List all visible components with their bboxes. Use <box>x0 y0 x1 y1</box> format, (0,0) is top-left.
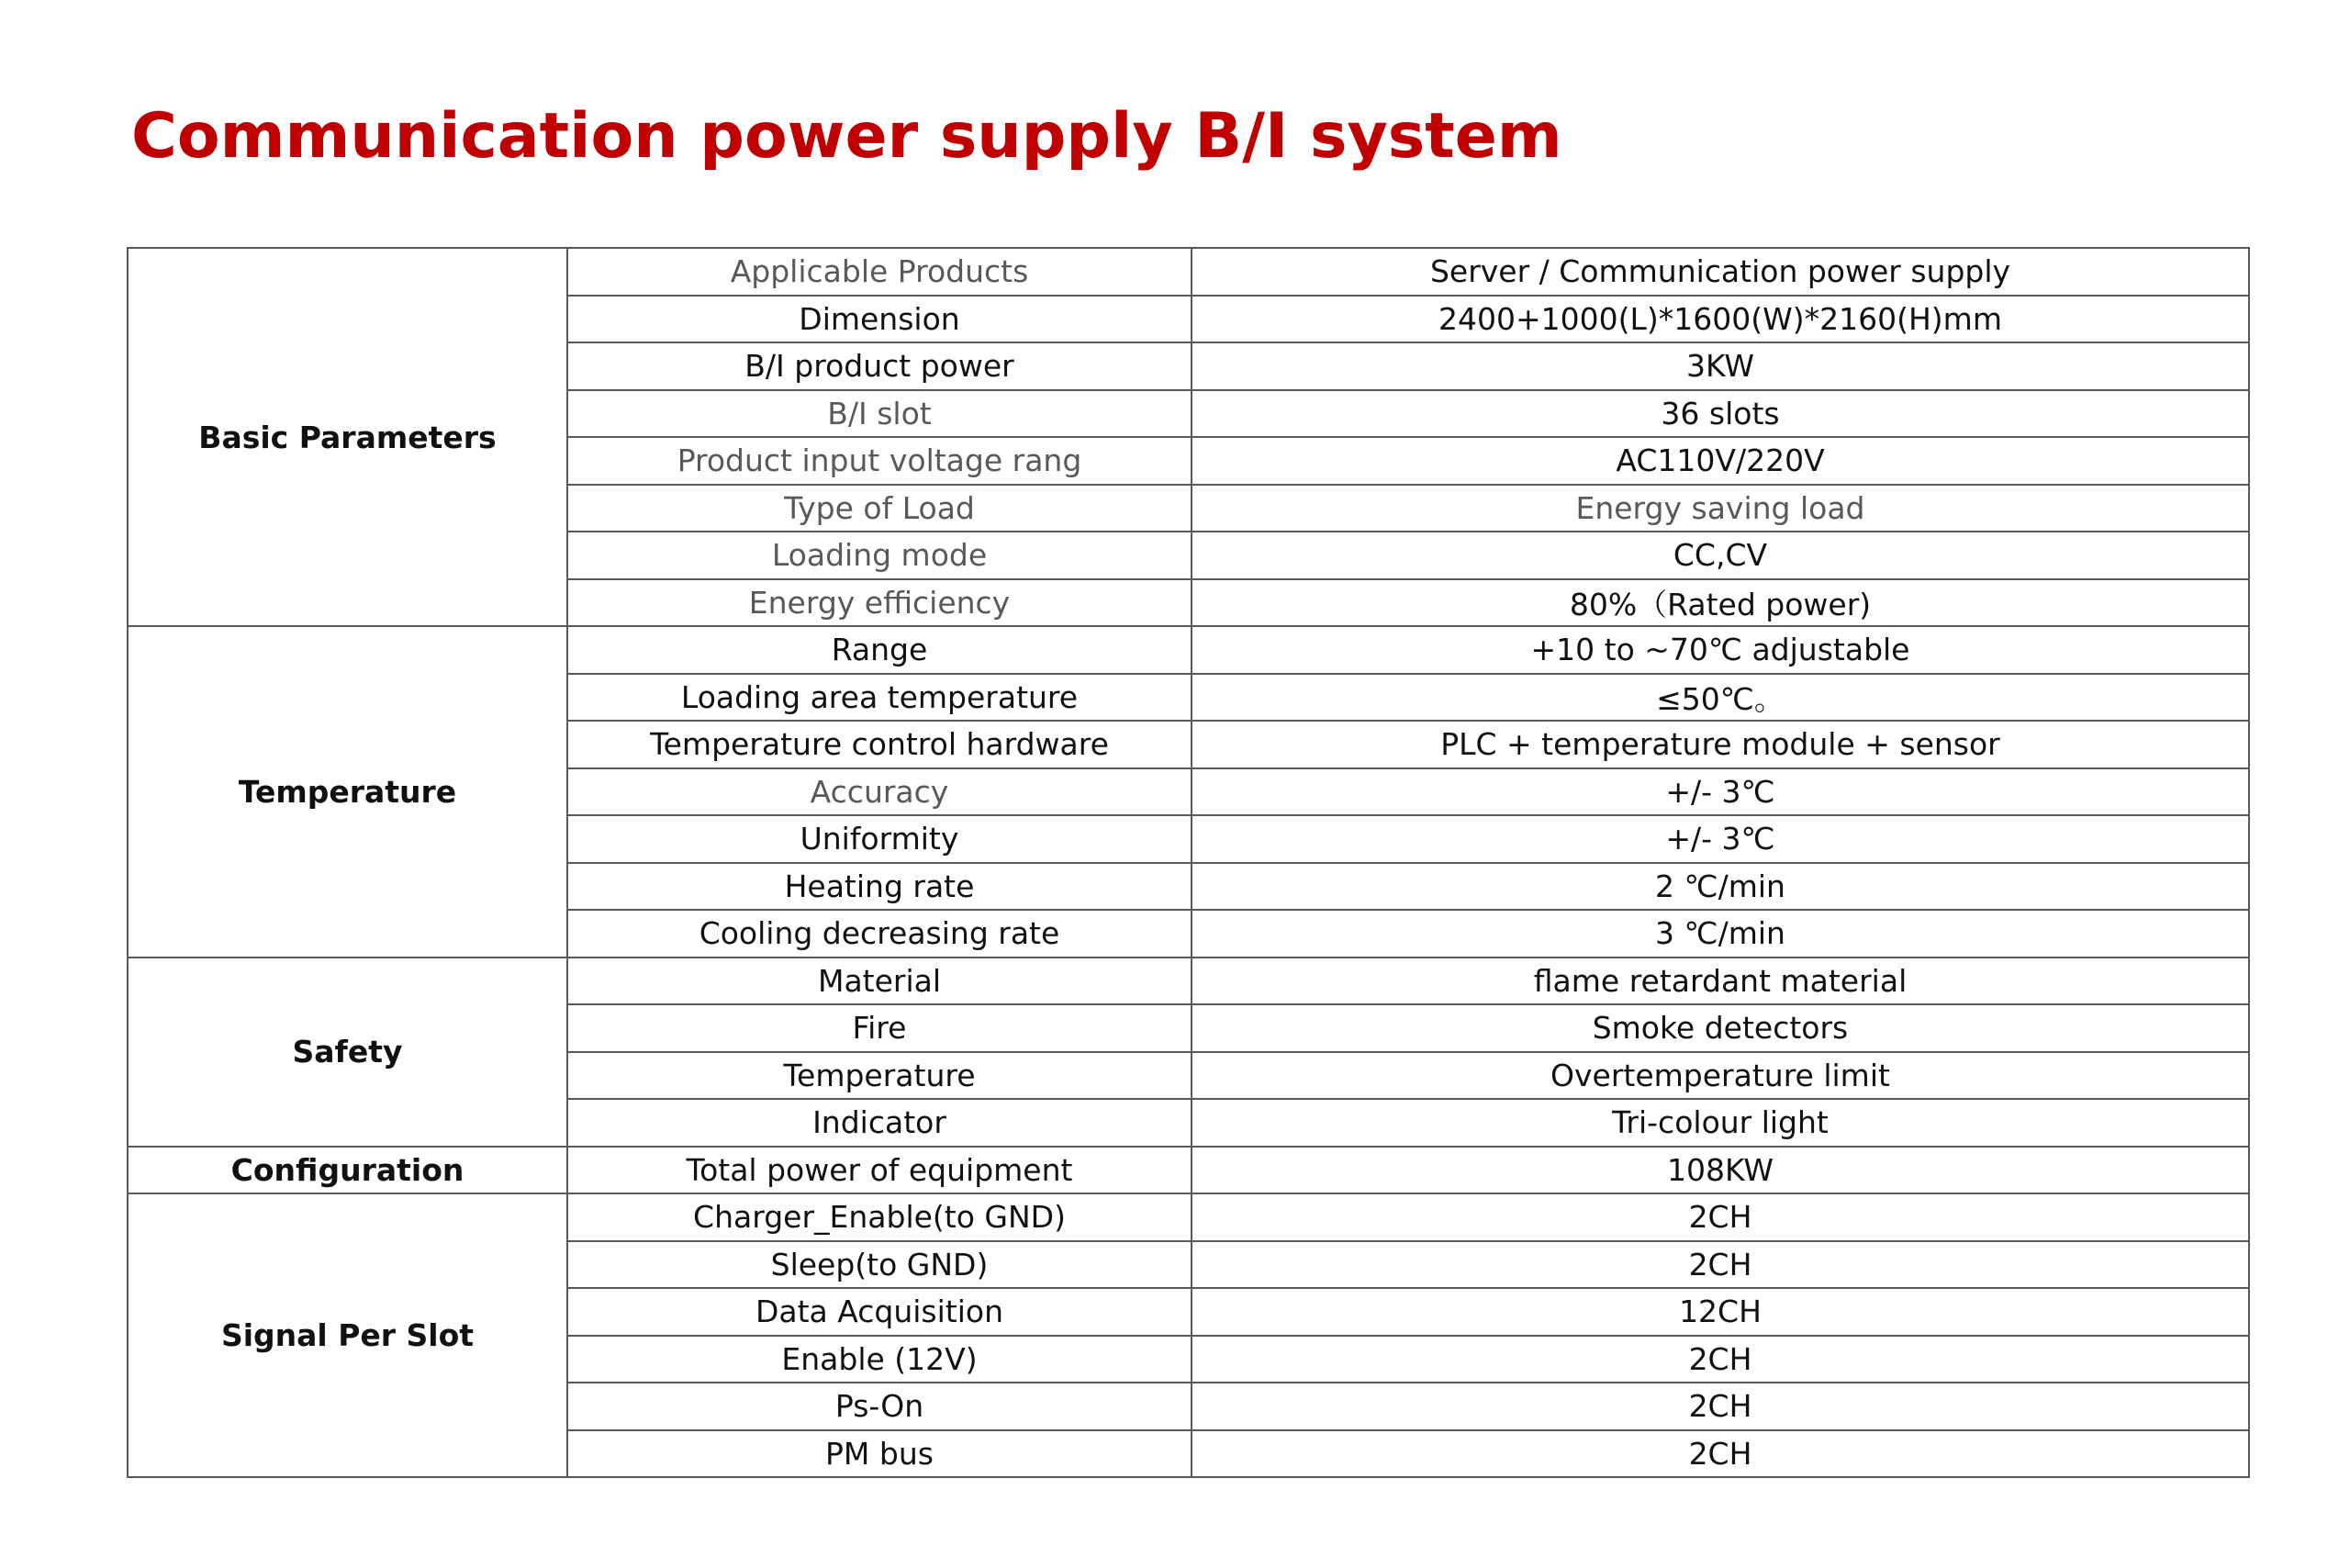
parameter-cell: Enable (12V) <box>567 1336 1192 1383</box>
value-cell: CC,CV <box>1192 532 2249 579</box>
value-cell: 2 ℃/min <box>1192 863 2249 911</box>
value-cell: 2400+1000(L)*1600(W)*2160(H)mm <box>1192 296 2249 343</box>
table-row <box>128 626 2249 674</box>
page-title: Communication power supply B/I system <box>131 100 1562 173</box>
parameter-cell: Accuracy <box>567 768 1192 816</box>
table-row <box>128 1193 2249 1241</box>
table-row <box>128 958 2249 1005</box>
parameter-cell: Range <box>567 626 1192 674</box>
parameter-cell: Fire <box>567 1004 1192 1052</box>
parameter-cell: Indicator <box>567 1099 1192 1147</box>
value-cell: 36 slots <box>1192 390 2249 438</box>
group-label: Safety <box>128 958 567 1147</box>
value-cell: 80%（Rated power) <box>1192 579 2249 627</box>
parameter-cell: Dimension <box>567 296 1192 343</box>
value-cell: Overtemperature limit <box>1192 1052 2249 1100</box>
value-cell: PLC + temperature module + sensor <box>1192 721 2249 768</box>
parameter-cell: Uniformity <box>567 815 1192 863</box>
group-label: Configuration <box>128 1147 567 1194</box>
parameter-cell: PM bus <box>567 1430 1192 1478</box>
parameter-cell: Loading area temperature <box>567 674 1192 722</box>
value-cell: +/- 3℃ <box>1192 815 2249 863</box>
parameter-cell: B/I product power <box>567 342 1192 390</box>
value-cell: 3KW <box>1192 342 2249 390</box>
value-cell: ≤50℃。 <box>1192 674 2249 722</box>
parameter-cell: Heating rate <box>567 863 1192 911</box>
value-cell: 2CH <box>1192 1241 2249 1289</box>
parameter-cell: Temperature control hardware <box>567 721 1192 768</box>
parameter-cell: Loading mode <box>567 532 1192 579</box>
parameter-cell: Cooling decreasing rate <box>567 910 1192 958</box>
table-row <box>128 1147 2249 1194</box>
value-cell: flame retardant material <box>1192 958 2249 1005</box>
group-label: Basic Parameters <box>128 248 567 626</box>
parameter-cell: Sleep(to GND) <box>567 1241 1192 1289</box>
parameter-cell: Temperature <box>567 1052 1192 1100</box>
spec-table <box>127 247 2250 1478</box>
parameter-cell: Data Acquisition <box>567 1288 1192 1336</box>
spec-table-body <box>128 248 2249 1477</box>
value-cell: 108KW <box>1192 1147 2249 1194</box>
value-cell: Smoke detectors <box>1192 1004 2249 1052</box>
table-row <box>128 248 2249 296</box>
parameter-cell: Total power of equipment <box>567 1147 1192 1194</box>
parameter-cell: Applicable Products <box>567 248 1192 296</box>
parameter-cell: Type of Load <box>567 485 1192 532</box>
value-cell: +/- 3℃ <box>1192 768 2249 816</box>
group-label: Signal Per Slot <box>128 1193 567 1477</box>
parameter-cell: Material <box>567 958 1192 1005</box>
parameter-cell: Product input voltage rang <box>567 437 1192 485</box>
value-cell: 12CH <box>1192 1288 2249 1336</box>
value-cell: AC110V/220V <box>1192 437 2249 485</box>
value-cell: 2CH <box>1192 1193 2249 1241</box>
value-cell: 3 ℃/min <box>1192 910 2249 958</box>
value-cell: Server / Communication power supply <box>1192 248 2249 296</box>
value-cell: Tri-colour light <box>1192 1099 2249 1147</box>
parameter-cell: B/I slot <box>567 390 1192 438</box>
parameter-cell: Ps-On <box>567 1383 1192 1430</box>
value-cell: 2CH <box>1192 1336 2249 1383</box>
parameter-cell: Energy efficiency <box>567 579 1192 627</box>
value-cell: 2CH <box>1192 1383 2249 1430</box>
parameter-cell: Charger_Enable(to GND) <box>567 1193 1192 1241</box>
group-label: Temperature <box>128 626 567 958</box>
value-cell: Energy saving load <box>1192 485 2249 532</box>
value-cell: 2CH <box>1192 1430 2249 1478</box>
value-cell: +10 to ~70℃ adjustable <box>1192 626 2249 674</box>
